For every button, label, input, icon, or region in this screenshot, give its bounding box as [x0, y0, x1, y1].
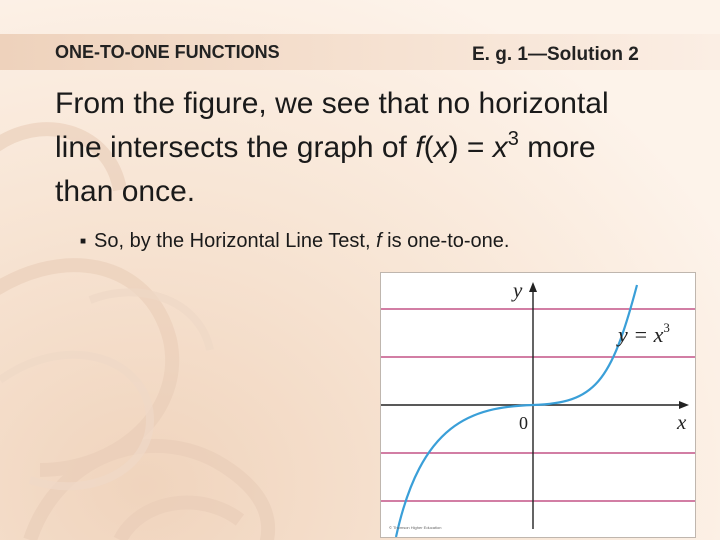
copyright-credit: © Thomson Higher Education	[389, 525, 442, 530]
section-title: ONE-TO-ONE FUNCTIONS	[55, 42, 280, 62]
curve-equation-label: $y = x^3$	[618, 320, 670, 347]
paragraph-line-3: than once.	[55, 175, 196, 208]
exponent: 3	[507, 128, 519, 150]
y-axis-label: y	[513, 278, 523, 302]
example-label: E. g. 1—Solution 2	[472, 44, 639, 65]
square-bullet-icon: ■	[80, 236, 87, 247]
y-axis-arrow-icon	[529, 282, 537, 292]
x-axis-label: x	[677, 410, 687, 434]
paragraph-line-2: line intersects the graph of $f(x) = x^3$ more	[55, 128, 596, 164]
main-paragraph	[55, 82, 705, 214]
cubic-graph-figure	[380, 272, 696, 538]
paragraph-line-1: From the figure, we see that no horizontal	[55, 87, 609, 120]
bullet-point: ■ So, by the Horizontal Line Test, f is one-to-one.	[80, 230, 510, 252]
cubic-graph	[381, 273, 695, 537]
cubic-curve	[396, 285, 637, 537]
origin-label: 0	[519, 413, 528, 433]
x-axis-arrow-icon	[679, 401, 689, 409]
